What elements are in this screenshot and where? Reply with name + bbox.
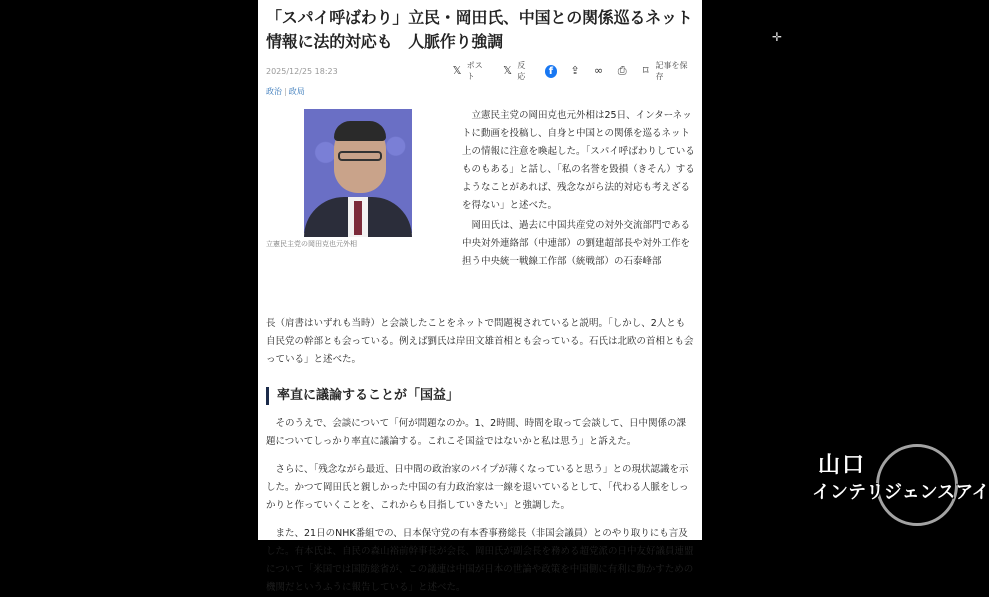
article-panel bbox=[258, 0, 702, 593]
save-label: 記事を保存 bbox=[655, 61, 688, 81]
category-link-politics[interactable]: 政治 bbox=[266, 87, 282, 96]
article-headline: 「スパイ呼ばわり」立民・岡田氏、中国との関係巡るネット情報に法的対応も 人脈作り強調 bbox=[266, 8, 693, 51]
watermark-line2: インテリジェンスアイ bbox=[812, 482, 989, 503]
body-paragraph: そのうえで、会談について「何が問題なのか。1、2時間、時間を取って会談して、日中関係の課題についてしっかり率直に議論する。これこそ国益ではないかと私は思う」と訴えた。 bbox=[266, 418, 687, 447]
category-separator: | bbox=[284, 87, 287, 96]
facebook-icon[interactable]: f bbox=[545, 65, 558, 78]
photo-caption: 立憲民主党の岡田克也元外相 bbox=[266, 240, 357, 248]
x-icon: 𝕏 bbox=[452, 64, 462, 77]
x-reactions-button[interactable] bbox=[502, 60, 533, 82]
second-paragraph-start: 岡田氏は、過去に中国共産党の対外交流部門である中央対外連絡部（中連部）の劉建超部長や対外工作を担う中央統一戦線工作部（統戦部）の石泰峰部 bbox=[462, 220, 691, 267]
publish-date: 2025/12/25 18:23 bbox=[266, 66, 338, 76]
save-article-button[interactable] bbox=[640, 60, 694, 82]
second-paragraph-continued: 長（肩書はいずれも当時）と会談したことをネットで問題視されていると説明。「しかし、2人とも自民党の幹部とも会っている。例えば劉氏は岸田文雄首相とも会っている。石氏は北欧の首相とも会っている」と述べた。 bbox=[266, 318, 694, 365]
print-icon[interactable]: ⎙ bbox=[617, 64, 627, 77]
lead-block bbox=[266, 107, 694, 315]
section-subheading: 率直に議論することが「国益」 bbox=[266, 387, 694, 405]
post-label: ポスト bbox=[466, 61, 483, 81]
photo-glasses bbox=[338, 151, 382, 161]
category-links bbox=[266, 86, 694, 97]
share-icon[interactable]: ⇪ bbox=[570, 64, 580, 77]
share-bar bbox=[451, 60, 694, 82]
photo-tie bbox=[354, 201, 362, 235]
bookmark-icon: ⌑ bbox=[642, 64, 649, 77]
post-button[interactable] bbox=[451, 60, 490, 82]
photo-figure bbox=[266, 109, 446, 249]
article-photo[interactable] bbox=[304, 109, 412, 233]
link-icon[interactable]: ∞ bbox=[594, 64, 604, 77]
reactions-label: 反応 bbox=[517, 61, 526, 81]
meta-row bbox=[266, 60, 694, 82]
crosshair-cursor-icon: ✛ bbox=[772, 30, 783, 44]
body-paragraph: また、21日のNHK番組での、日本保守党の有本香事務総長（非国会議員）とのやり取りにも言及した。有本氏は、自民の森山裕前幹事長が会長、岡田氏が副会長を務める超党派の日中友好議員連盟について「米国では国防総省が、この議連は中国が日本の世論や政策を中国側に有利に動かすための機関だというふうに報告している」と述べた。 bbox=[266, 528, 694, 593]
watermark-line1: 山口 bbox=[818, 452, 867, 478]
category-link-political-situation[interactable]: 政局 bbox=[288, 87, 305, 96]
x-icon: 𝕏 bbox=[503, 64, 513, 77]
lead-paragraph: 立憲民主党の岡田克也元外相は25日、インターネットに動画を投稿し、自身と中国との関係を巡るネット上の情報に注意を喚起した。「スパイ呼ばわりしているものもある」と話し、「私の名誉を毀損（きそん）するようなことがあれば、残念ながら法的対応も考えざるを得ない」と述べた。 bbox=[462, 110, 695, 211]
body-paragraph: さらに、「残念ながら最近、日中間の政治家のパイプが薄くなっていると思う」との現状認識を示した。かつて岡田氏と親しかった中国の有力政治家は一線を退いているとして、「代わる人脈をしっかりと作っていくことを、これからも目指していきたい」と強調した。 bbox=[266, 464, 689, 511]
photo-hair bbox=[334, 121, 386, 141]
watermark-logo bbox=[812, 444, 989, 536]
